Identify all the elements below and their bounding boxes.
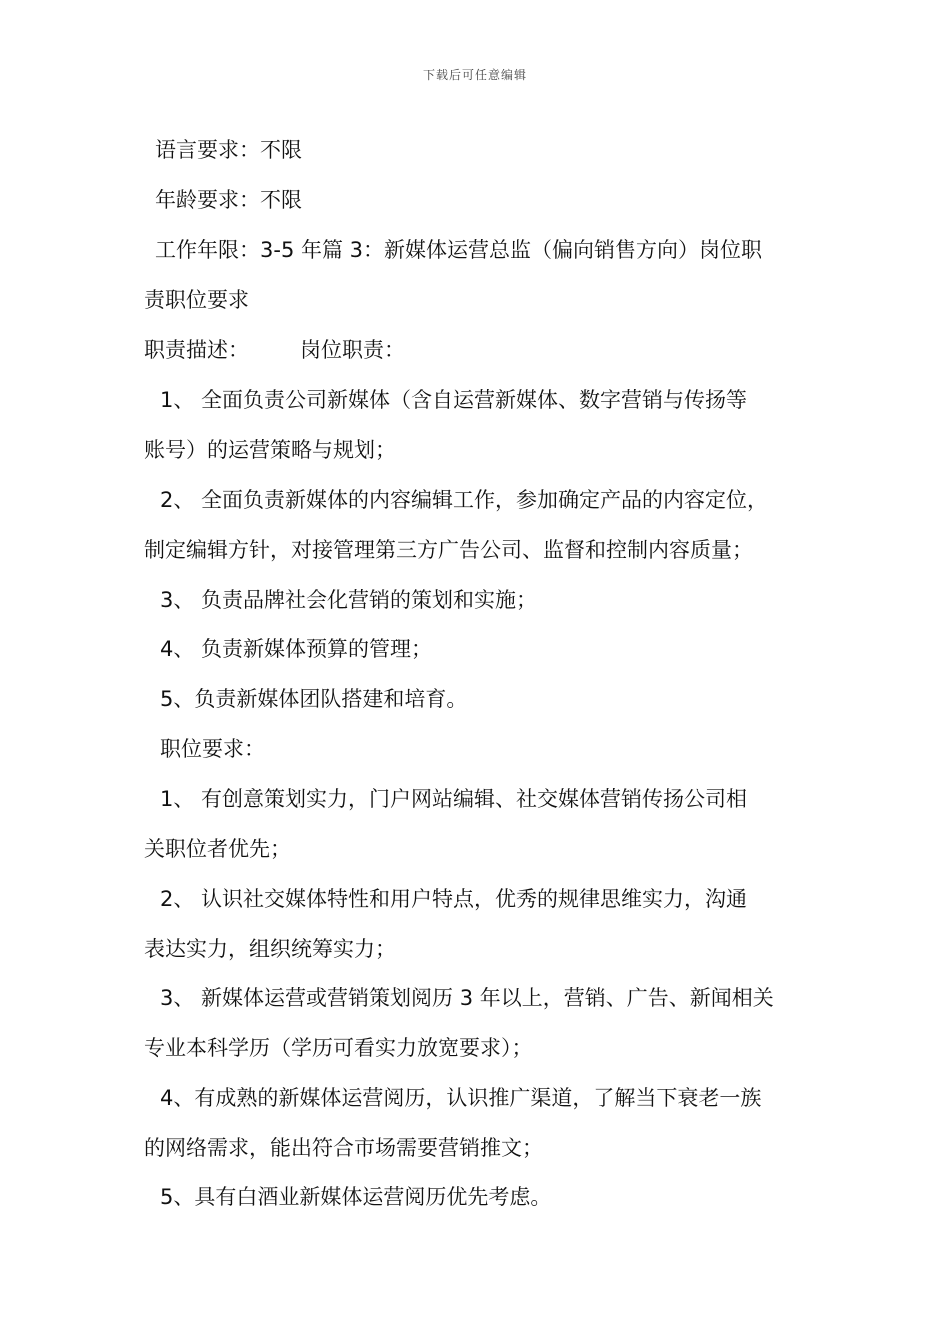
duty-item-2-cont: 制定编辑方针，对接管理第三方广告公司、监督和控制内容质量； <box>144 538 753 562</box>
work-years-and-title: 工作年限：3-5 年篇 3：新媒体运营总监（偏向销售方向）岗位职 <box>155 238 763 262</box>
requirement-item-4: 4、有成熟的新媒体运营阅历，认识推广渠道，了解当下衰老一族 <box>160 1086 762 1110</box>
duty-description-label: 职责描述： <box>144 338 249 362</box>
duty-item-4: 4、 负责新媒体预算的管理； <box>160 637 433 661</box>
position-requirements-label: 职位要求： <box>160 737 265 761</box>
duty-item-1: 1、 全面负责公司新媒体（含自运营新媒体、数字营销与传扬等 <box>160 388 748 412</box>
language-requirement: 语言要求：不限 <box>155 138 302 162</box>
requirement-item-2-cont: 表达实力，组织统筹实力； <box>144 937 396 961</box>
header-note: 下载后可任意编辑 <box>422 68 527 82</box>
duty-item-3: 3、 负责品牌社会化营销的策划和实施； <box>160 588 538 612</box>
duty-item-1-cont: 账号）的运营策略与规划； <box>144 438 396 462</box>
requirement-item-1-cont: 关职位者优先； <box>144 837 291 861</box>
duty-item-5: 5、负责新媒体团队搭建和培育。 <box>160 687 468 711</box>
requirement-item-1: 1、 有创意策划实力，门户网站编辑、社交媒体营销传扬公司相 <box>160 787 748 811</box>
requirement-item-2: 2、 认识社交媒体特性和用户特点，优秀的规律思维实力，沟通 <box>160 887 748 911</box>
duty-item-2: 2、 全面负责新媒体的内容编辑工作，参加确定产品的内容定位， <box>160 488 769 512</box>
position-duties-label: 岗位职责： <box>300 338 405 362</box>
age-requirement: 年龄要求：不限 <box>155 188 302 212</box>
requirement-item-3-cont: 专业本科学历（学历可看实力放宽要求）； <box>144 1036 533 1060</box>
requirement-item-4-cont: 的网络需求，能出符合市场需要营销推文； <box>144 1136 543 1160</box>
requirement-item-3: 3、 新媒体运营或营销策划阅历 3 年以上，营销、广告、新闻相关 <box>160 986 774 1010</box>
requirement-item-5: 5、具有白酒业新媒体运营阅历优先考虑。 <box>160 1185 552 1209</box>
title-continued: 责职位要求 <box>144 288 249 312</box>
